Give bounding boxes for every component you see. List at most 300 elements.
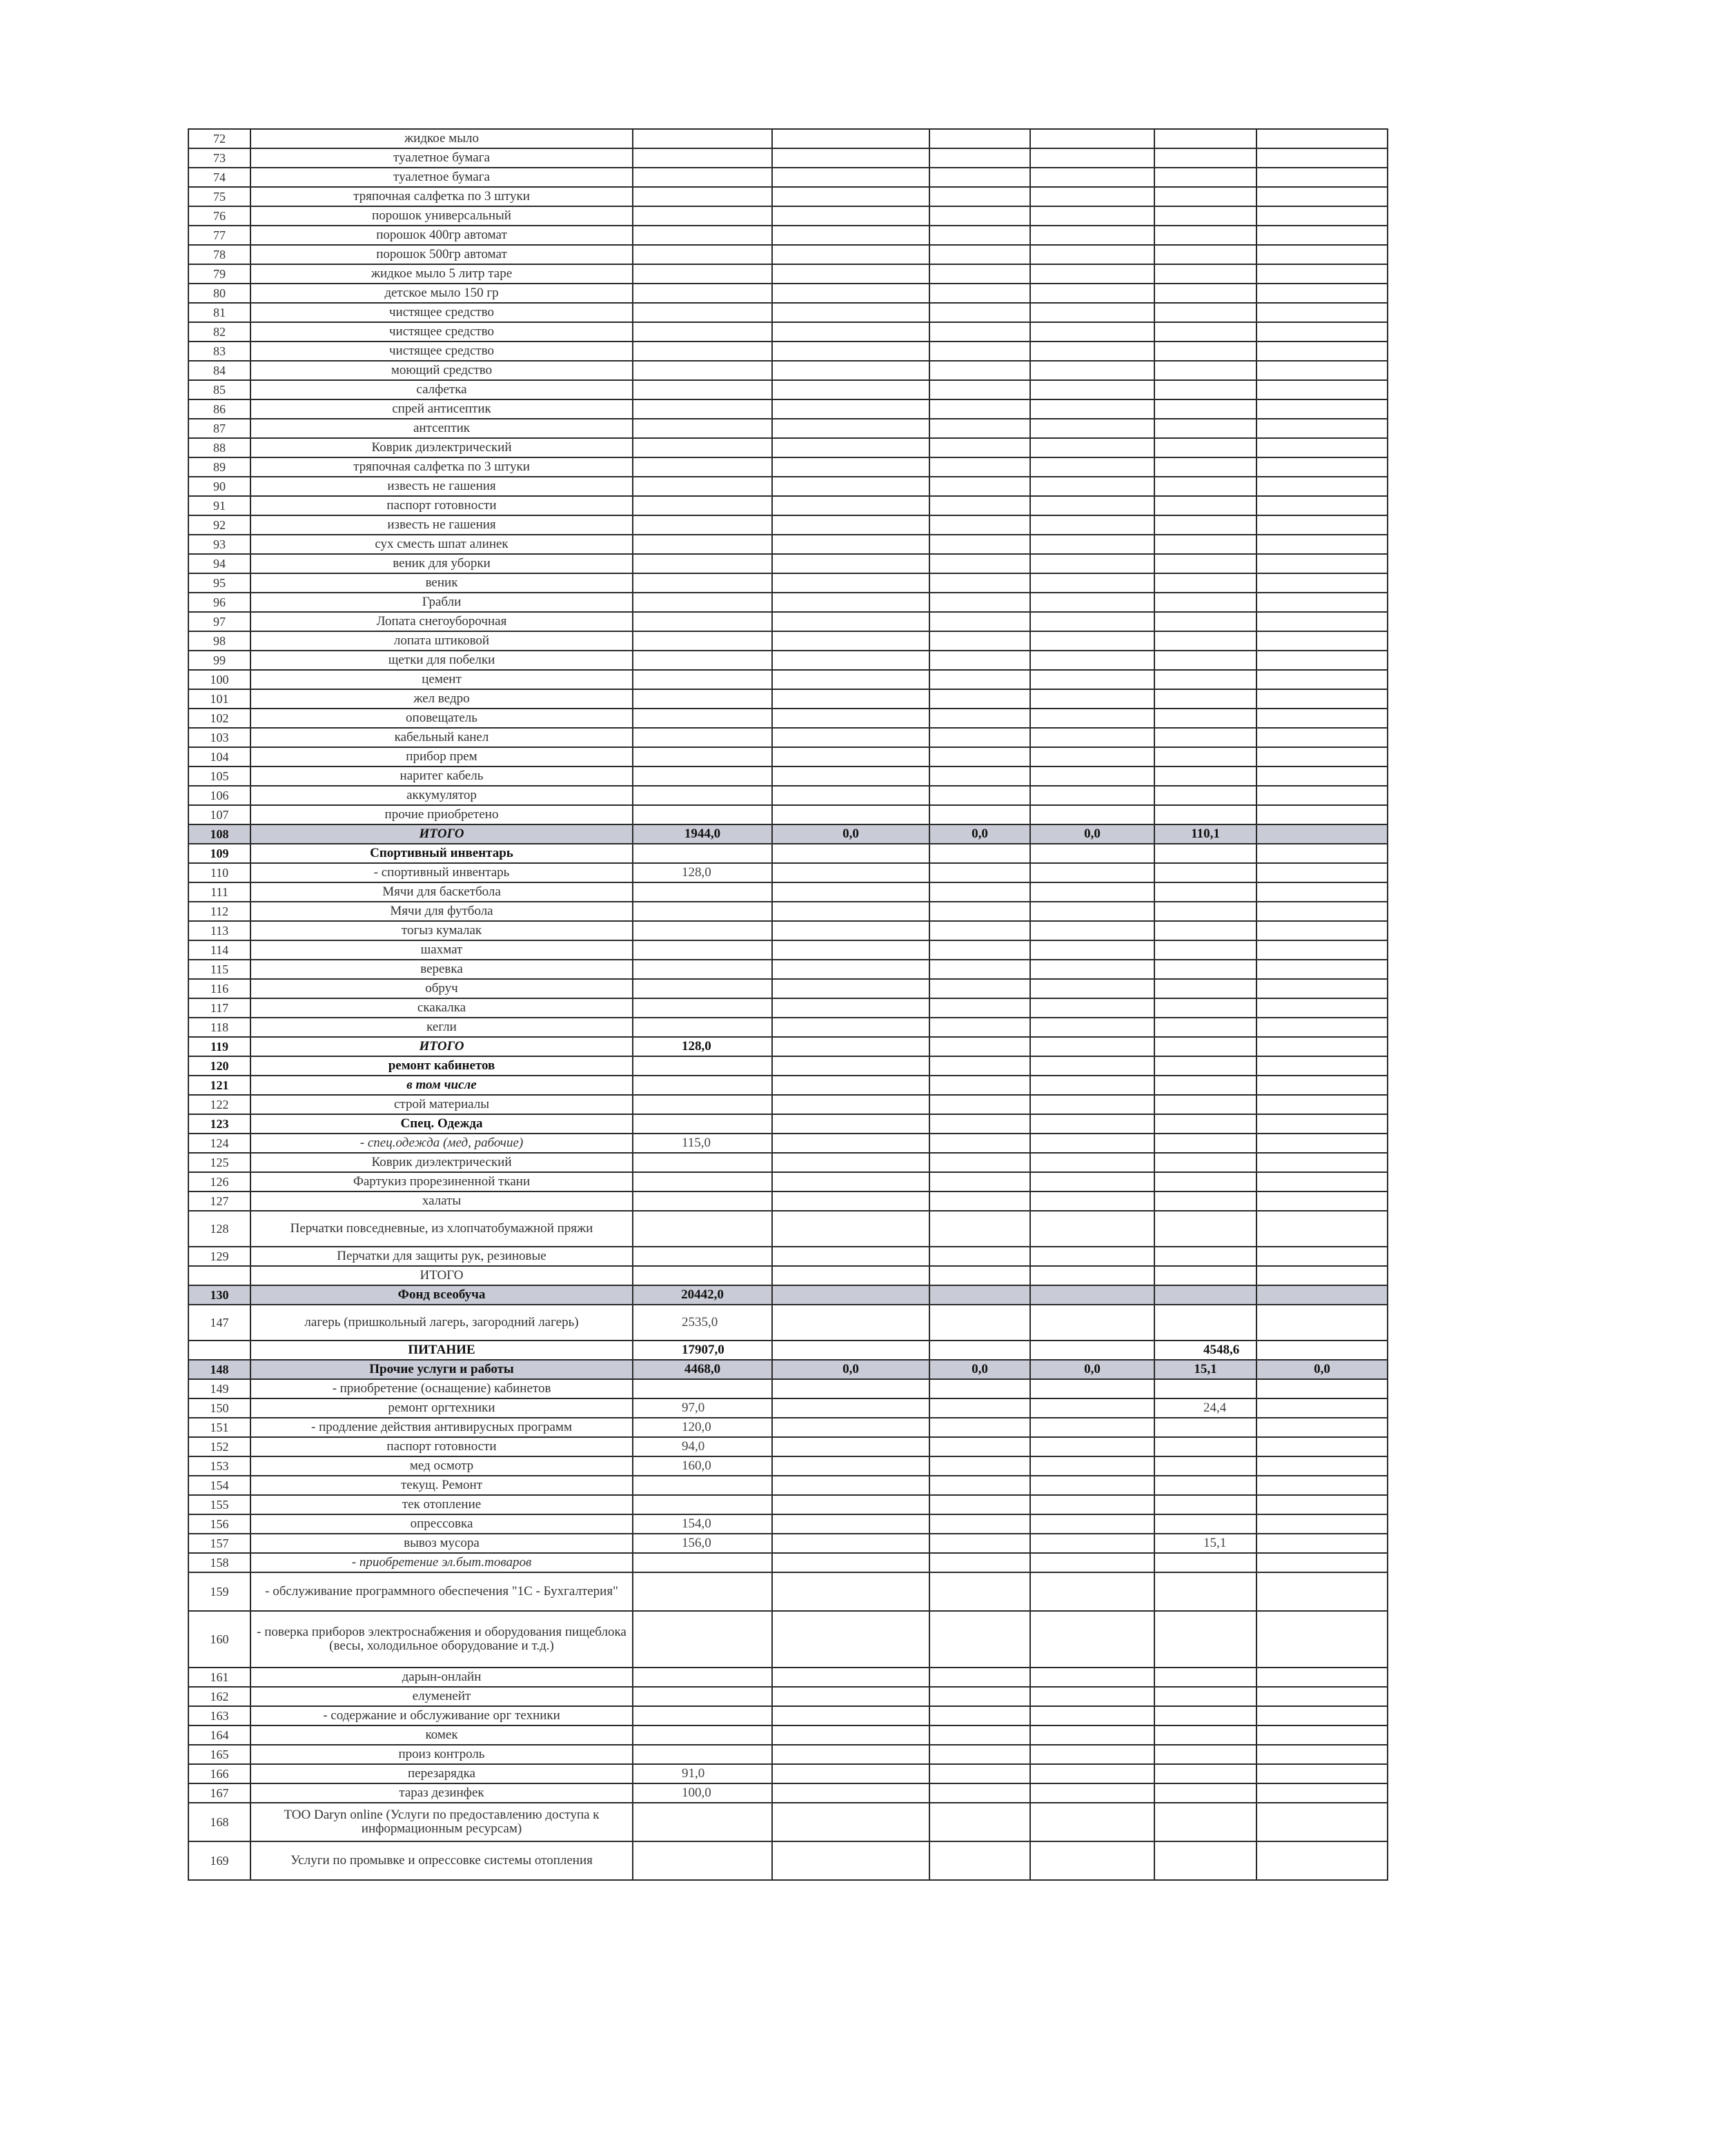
row-description: Грабли — [250, 593, 633, 612]
row-description: цемент — [250, 670, 633, 689]
row-description: опрессовка — [250, 1514, 633, 1534]
row-description: веник для уборки — [250, 554, 633, 573]
value-col-6 — [1256, 902, 1388, 921]
value-col-1 — [633, 1172, 772, 1191]
value-col-4 — [1030, 380, 1154, 399]
row-description: вывоз мусора — [250, 1534, 633, 1553]
row-description: оповещатель — [250, 709, 633, 728]
value-col-3 — [929, 264, 1030, 284]
value-col-5 — [1154, 1456, 1256, 1476]
value-col-4 — [1030, 960, 1154, 979]
table-row — [188, 1687, 1388, 1706]
value-col-2 — [772, 399, 929, 419]
value-col-5 — [1154, 1611, 1256, 1668]
value-col-3 — [929, 1572, 1030, 1611]
value-col-4 — [1030, 940, 1154, 960]
value-col-6 — [1256, 863, 1388, 882]
value-col-1 — [633, 1266, 772, 1285]
table-row — [188, 921, 1388, 940]
value-col-5 — [1154, 631, 1256, 651]
value-col-3 — [929, 1018, 1030, 1037]
value-col-6 — [1256, 1803, 1388, 1841]
value-col-4 — [1030, 998, 1154, 1018]
row-number: 150 — [188, 1398, 250, 1418]
value-col-5 — [1154, 1803, 1256, 1841]
row-description: в том числе — [250, 1076, 633, 1095]
value-col-2 — [772, 129, 929, 148]
value-col-5 — [1154, 1037, 1256, 1056]
row-description: веник — [250, 573, 633, 593]
value-col-1 — [633, 670, 772, 689]
row-number: 72 — [188, 129, 250, 148]
value-col-6 — [1256, 1495, 1388, 1514]
row-number: 110 — [188, 863, 250, 882]
value-col-2 — [772, 1266, 929, 1285]
value-col-3 — [929, 805, 1030, 824]
value-col-6 — [1256, 419, 1388, 438]
value-col-1: 1944,0 — [633, 824, 772, 844]
value-col-2 — [772, 1076, 929, 1095]
row-number: 76 — [188, 206, 250, 226]
value-col-1: 128,0 — [633, 1037, 772, 1056]
value-col-1 — [633, 1095, 772, 1114]
value-col-2 — [772, 438, 929, 457]
budget-table-body — [188, 129, 1388, 1880]
value-col-2 — [772, 670, 929, 689]
value-col-6 — [1256, 998, 1388, 1018]
table-row — [188, 689, 1388, 709]
value-col-4 — [1030, 206, 1154, 226]
value-col-5 — [1154, 399, 1256, 419]
value-col-2 — [772, 786, 929, 805]
value-col-3 — [929, 573, 1030, 593]
value-col-3 — [929, 902, 1030, 921]
value-col-6 — [1256, 496, 1388, 515]
value-col-2: 0,0 — [772, 824, 929, 844]
value-col-6 — [1256, 1841, 1388, 1880]
value-col-4 — [1030, 612, 1154, 631]
row-number: 86 — [188, 399, 250, 419]
value-col-3 — [929, 1514, 1030, 1534]
row-number: 153 — [188, 1456, 250, 1476]
row-number: 105 — [188, 767, 250, 786]
value-col-4 — [1030, 1725, 1154, 1745]
row-number — [188, 1266, 250, 1285]
value-col-5 — [1154, 1191, 1256, 1211]
row-number: 102 — [188, 709, 250, 728]
value-col-3 — [929, 1553, 1030, 1572]
row-number: 113 — [188, 921, 250, 940]
value-col-4: 0,0 — [1030, 1360, 1154, 1379]
value-col-5 — [1154, 477, 1256, 496]
value-col-1 — [633, 979, 772, 998]
value-col-2 — [772, 419, 929, 438]
value-col-3 — [929, 1841, 1030, 1880]
value-col-1 — [633, 767, 772, 786]
value-col-3 — [929, 1076, 1030, 1095]
value-col-6 — [1256, 361, 1388, 380]
row-number: 84 — [188, 361, 250, 380]
table-row — [188, 631, 1388, 651]
value-col-4 — [1030, 1076, 1154, 1095]
value-col-6 — [1256, 1611, 1388, 1668]
value-col-4 — [1030, 1285, 1154, 1305]
value-col-5 — [1154, 921, 1256, 940]
value-col-4 — [1030, 245, 1154, 264]
value-col-5: 110,1 — [1154, 824, 1256, 844]
value-col-3 — [929, 399, 1030, 419]
value-col-5 — [1154, 129, 1256, 148]
row-number: 152 — [188, 1437, 250, 1456]
table-row — [188, 206, 1388, 226]
value-col-4 — [1030, 342, 1154, 361]
value-col-4 — [1030, 1134, 1154, 1153]
value-col-3 — [929, 1379, 1030, 1398]
table-row — [188, 1706, 1388, 1725]
value-col-2 — [772, 1668, 929, 1687]
value-col-3 — [929, 1172, 1030, 1191]
table-row — [188, 1153, 1388, 1172]
value-col-1 — [633, 1668, 772, 1687]
value-col-1 — [633, 1572, 772, 1611]
row-description: прибор прем — [250, 747, 633, 767]
row-number: 158 — [188, 1553, 250, 1572]
value-col-2 — [772, 1211, 929, 1247]
row-description: жидкое мыло 5 литр таре — [250, 264, 633, 284]
value-col-4 — [1030, 1153, 1154, 1172]
value-col-5 — [1154, 1572, 1256, 1611]
value-col-6 — [1256, 670, 1388, 689]
value-col-5 — [1154, 1266, 1256, 1285]
value-col-1: 115,0 — [633, 1134, 772, 1153]
value-col-1 — [633, 419, 772, 438]
value-col-2 — [772, 245, 929, 264]
row-number: 111 — [188, 882, 250, 902]
value-col-1 — [633, 844, 772, 863]
budget-table — [188, 128, 1388, 1881]
row-description: шахмат — [250, 940, 633, 960]
value-col-5 — [1154, 651, 1256, 670]
row-description: - содержание и обслуживание орг техники — [250, 1706, 633, 1725]
row-description: ремонт кабинетов — [250, 1056, 633, 1076]
value-col-1 — [633, 1706, 772, 1725]
value-col-2 — [772, 612, 929, 631]
value-col-5 — [1154, 1437, 1256, 1456]
table-row — [188, 1534, 1388, 1553]
value-col-2 — [772, 1134, 929, 1153]
value-col-6 — [1256, 226, 1388, 245]
value-col-6 — [1256, 1134, 1388, 1153]
value-col-2 — [772, 264, 929, 284]
value-col-4 — [1030, 747, 1154, 767]
value-col-1 — [633, 361, 772, 380]
value-col-5 — [1154, 998, 1256, 1018]
value-col-6 — [1256, 187, 1388, 206]
value-col-3 — [929, 689, 1030, 709]
value-col-2 — [772, 998, 929, 1018]
row-number: 92 — [188, 515, 250, 535]
value-col-1 — [633, 380, 772, 399]
value-col-4 — [1030, 670, 1154, 689]
value-col-6 — [1256, 1114, 1388, 1134]
value-col-6 — [1256, 882, 1388, 902]
value-col-3 — [929, 1725, 1030, 1745]
value-col-3 — [929, 438, 1030, 457]
table-row — [188, 1398, 1388, 1418]
value-col-1 — [633, 342, 772, 361]
value-col-3 — [929, 882, 1030, 902]
row-number: 89 — [188, 457, 250, 477]
value-col-5 — [1154, 1211, 1256, 1247]
value-col-5: 24,4 — [1154, 1398, 1256, 1418]
value-col-5 — [1154, 226, 1256, 245]
row-number: 79 — [188, 264, 250, 284]
value-col-1 — [633, 1076, 772, 1095]
row-description: известь не гашения — [250, 515, 633, 535]
value-col-5: 15,1 — [1154, 1534, 1256, 1553]
row-description: - спортивный инвентарь — [250, 863, 633, 882]
row-description: тек отопление — [250, 1495, 633, 1514]
table-row — [188, 1495, 1388, 1514]
value-col-4 — [1030, 1172, 1154, 1191]
value-col-3 — [929, 998, 1030, 1018]
value-col-1 — [633, 535, 772, 554]
row-number: 100 — [188, 670, 250, 689]
value-col-2 — [772, 844, 929, 863]
value-col-5 — [1154, 187, 1256, 206]
value-col-3 — [929, 477, 1030, 496]
value-col-5 — [1154, 1514, 1256, 1534]
value-col-3 — [929, 206, 1030, 226]
value-col-4 — [1030, 786, 1154, 805]
value-col-6 — [1256, 1018, 1388, 1037]
table-row — [188, 767, 1388, 786]
value-col-3 — [929, 786, 1030, 805]
table-row — [188, 940, 1388, 960]
value-col-6 — [1256, 612, 1388, 631]
value-col-3 — [929, 1668, 1030, 1687]
value-col-5 — [1154, 535, 1256, 554]
value-col-1: 100,0 — [633, 1783, 772, 1803]
value-col-1 — [633, 477, 772, 496]
table-row — [188, 1095, 1388, 1114]
value-col-3 — [929, 1266, 1030, 1285]
value-col-2 — [772, 496, 929, 515]
value-col-2 — [772, 1611, 929, 1668]
value-col-4 — [1030, 1611, 1154, 1668]
value-col-1 — [633, 940, 772, 960]
value-col-5 — [1154, 457, 1256, 477]
value-col-2 — [772, 767, 929, 786]
value-col-3 — [929, 1687, 1030, 1706]
value-col-4 — [1030, 1379, 1154, 1398]
value-col-2 — [772, 1305, 929, 1341]
value-col-4 — [1030, 1668, 1154, 1687]
value-col-6 — [1256, 284, 1388, 303]
value-col-4 — [1030, 1764, 1154, 1783]
table-row — [188, 1114, 1388, 1134]
value-col-2 — [772, 1514, 929, 1534]
value-col-2 — [772, 1534, 929, 1553]
value-col-6 — [1256, 1379, 1388, 1398]
row-description: порошок 500гр автомат — [250, 245, 633, 264]
value-col-4 — [1030, 1266, 1154, 1285]
row-number: 129 — [188, 1247, 250, 1266]
value-col-5 — [1154, 1056, 1256, 1076]
table-row — [188, 593, 1388, 612]
row-description: Спортивный инвентарь — [250, 844, 633, 863]
row-description: спрей антисептик — [250, 399, 633, 419]
value-col-4 — [1030, 573, 1154, 593]
value-col-3 — [929, 1783, 1030, 1803]
value-col-6 — [1256, 844, 1388, 863]
row-number: 163 — [188, 1706, 250, 1725]
value-col-3 — [929, 1534, 1030, 1553]
value-col-2 — [772, 1095, 929, 1114]
value-col-1 — [633, 709, 772, 728]
value-col-1 — [633, 1841, 772, 1880]
value-col-2 — [772, 361, 929, 380]
value-col-3 — [929, 1611, 1030, 1668]
value-col-2 — [772, 1803, 929, 1841]
table-row — [188, 1803, 1388, 1841]
value-col-2 — [772, 573, 929, 593]
value-col-5 — [1154, 670, 1256, 689]
value-col-6 — [1256, 1037, 1388, 1056]
value-col-5: 4548,6 — [1154, 1341, 1256, 1360]
table-row — [188, 612, 1388, 631]
value-col-6 — [1256, 786, 1388, 805]
value-col-4 — [1030, 1056, 1154, 1076]
table-row — [188, 419, 1388, 438]
value-col-1 — [633, 187, 772, 206]
row-number: 82 — [188, 322, 250, 342]
value-col-6 — [1256, 1572, 1388, 1611]
row-number: 165 — [188, 1745, 250, 1764]
value-col-5 — [1154, 1745, 1256, 1764]
table-row — [188, 1725, 1388, 1745]
table-row — [188, 129, 1388, 148]
row-description: щетки для побелки — [250, 651, 633, 670]
value-col-6 — [1256, 1687, 1388, 1706]
row-description: Лопата снегоуборочная — [250, 612, 633, 631]
value-col-1 — [633, 515, 772, 535]
value-col-1: 17907,0 — [633, 1341, 772, 1360]
value-col-6 — [1256, 1783, 1388, 1803]
table-row — [188, 1266, 1388, 1285]
value-col-3 — [929, 1056, 1030, 1076]
row-number: 83 — [188, 342, 250, 361]
value-col-4 — [1030, 1037, 1154, 1056]
value-col-4 — [1030, 148, 1154, 168]
value-col-1 — [633, 399, 772, 419]
value-col-6 — [1256, 728, 1388, 747]
row-description: антсептик — [250, 419, 633, 438]
value-col-4 — [1030, 631, 1154, 651]
value-col-6 — [1256, 1553, 1388, 1572]
row-description: жидкое мыло — [250, 129, 633, 148]
value-col-5 — [1154, 747, 1256, 767]
value-col-5 — [1154, 342, 1256, 361]
value-col-2 — [772, 651, 929, 670]
table-row — [188, 863, 1388, 882]
value-col-5 — [1154, 496, 1256, 515]
table-row — [188, 535, 1388, 554]
value-col-4 — [1030, 651, 1154, 670]
value-col-3 — [929, 631, 1030, 651]
row-number: 130 — [188, 1285, 250, 1305]
value-col-1 — [633, 1153, 772, 1172]
table-row — [188, 1379, 1388, 1398]
value-col-4 — [1030, 1247, 1154, 1266]
value-col-2 — [772, 1153, 929, 1172]
value-col-5 — [1154, 805, 1256, 824]
value-col-1 — [633, 728, 772, 747]
row-number: 108 — [188, 824, 250, 844]
row-number: 126 — [188, 1172, 250, 1191]
value-col-4 — [1030, 322, 1154, 342]
value-col-1 — [633, 1803, 772, 1841]
value-col-4 — [1030, 168, 1154, 187]
value-col-2 — [772, 1018, 929, 1037]
value-col-4 — [1030, 1341, 1154, 1360]
value-col-6: 0,0 — [1256, 1360, 1388, 1379]
value-col-3 — [929, 129, 1030, 148]
value-col-6 — [1256, 767, 1388, 786]
table-row — [188, 1437, 1388, 1456]
value-col-2 — [772, 1247, 929, 1266]
value-col-2 — [772, 1745, 929, 1764]
value-col-4 — [1030, 1191, 1154, 1211]
value-col-3 — [929, 844, 1030, 863]
value-col-3 — [929, 921, 1030, 940]
row-description: комек — [250, 1725, 633, 1745]
value-col-3 — [929, 554, 1030, 573]
value-col-1 — [633, 303, 772, 322]
row-description: скакалка — [250, 998, 633, 1018]
value-col-5 — [1154, 1379, 1256, 1398]
row-description: тряпочная салфетка по 3 штуки — [250, 457, 633, 477]
value-col-2 — [772, 593, 929, 612]
value-col-4 — [1030, 1706, 1154, 1725]
value-col-3: 0,0 — [929, 1360, 1030, 1379]
table-row — [188, 477, 1388, 496]
value-col-2 — [772, 554, 929, 573]
table-row — [188, 1134, 1388, 1153]
row-description: кегли — [250, 1018, 633, 1037]
row-number: 116 — [188, 979, 250, 998]
value-col-6 — [1256, 303, 1388, 322]
row-number: 114 — [188, 940, 250, 960]
value-col-1 — [633, 129, 772, 148]
row-description: - продление действия антивирусных программ — [250, 1418, 633, 1437]
row-description: Коврик диэлектрический — [250, 1153, 633, 1172]
value-col-5 — [1154, 709, 1256, 728]
value-col-2 — [772, 979, 929, 998]
row-description: паспорт готовности — [250, 496, 633, 515]
value-col-3 — [929, 322, 1030, 342]
value-col-6 — [1256, 805, 1388, 824]
row-description: ИТОГО — [250, 824, 633, 844]
value-col-1 — [633, 496, 772, 515]
row-number: 73 — [188, 148, 250, 168]
value-col-1 — [633, 612, 772, 631]
value-col-5 — [1154, 1305, 1256, 1341]
value-col-1 — [633, 1611, 772, 1668]
value-col-1: 20442,0 — [633, 1285, 772, 1305]
row-description: салфетка — [250, 380, 633, 399]
value-col-4 — [1030, 844, 1154, 863]
